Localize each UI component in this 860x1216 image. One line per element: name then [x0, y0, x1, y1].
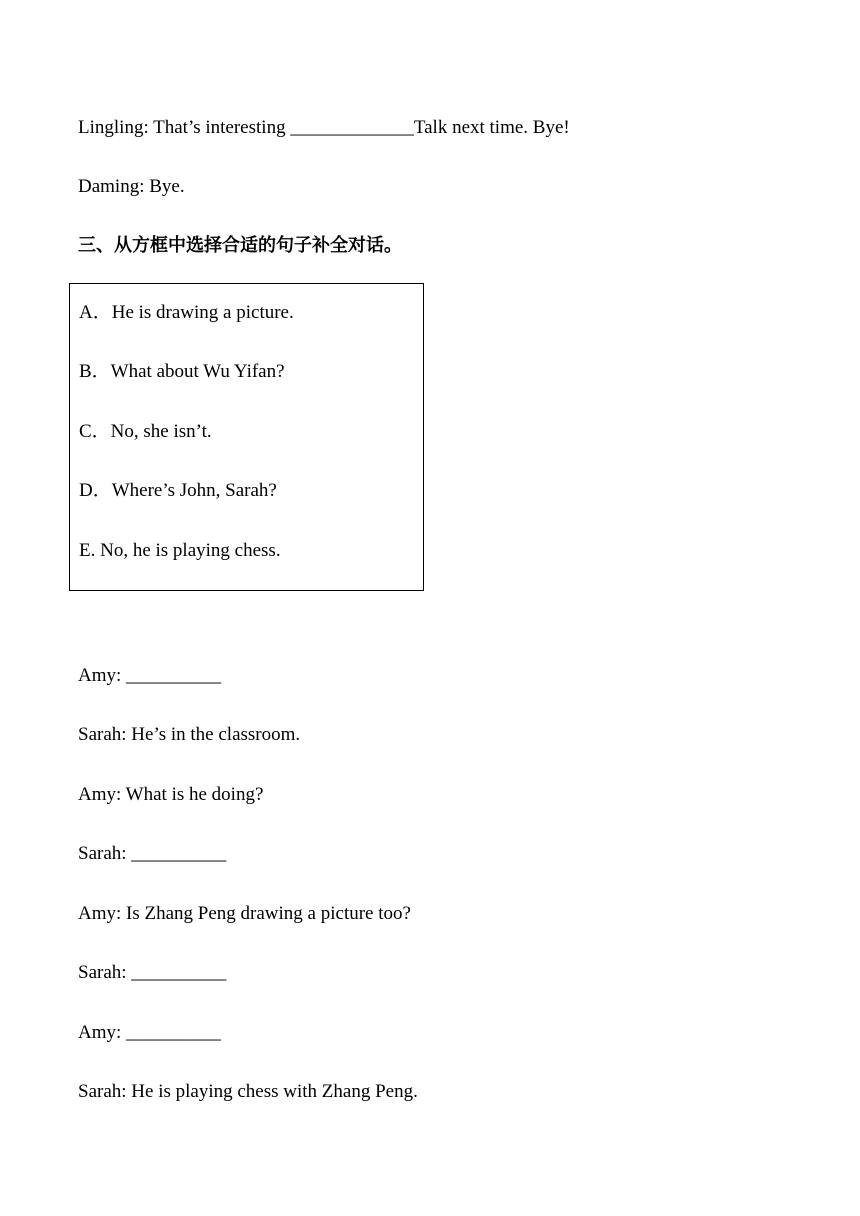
dialogue-line: Sarah: He is playing chess with Zhang Peng.: [78, 1081, 418, 1102]
dialogue-line: Amy: __________: [78, 1022, 222, 1043]
dialogue-line-daming: Daming: Bye.: [78, 176, 185, 197]
section-heading: 三、从方框中选择合适的句子补全对话。: [78, 235, 402, 256]
option-a: A．He is drawing a picture.: [79, 302, 294, 323]
option-d: D．Where’s John, Sarah?: [79, 480, 277, 501]
dialogue-line: Sarah: __________: [78, 962, 227, 983]
dialogue-line: Amy: __________: [78, 665, 222, 686]
option-c: C．No, she isn’t.: [79, 421, 212, 442]
option-b: B．What about Wu Yifan?: [79, 361, 285, 382]
dialogue-line: Sarah: __________: [78, 843, 227, 864]
options-box: [69, 283, 424, 591]
dialogue-line: Sarah: He’s in the classroom.: [78, 724, 301, 745]
dialogue-line-lingling: Lingling: That’s interesting _____________Talk next time. Bye!: [78, 117, 570, 138]
option-e: E. No, he is playing chess.: [79, 540, 281, 561]
dialogue-line: Amy: Is Zhang Peng drawing a picture too?: [78, 903, 411, 924]
dialogue-line: Amy: What is he doing?: [78, 784, 264, 805]
